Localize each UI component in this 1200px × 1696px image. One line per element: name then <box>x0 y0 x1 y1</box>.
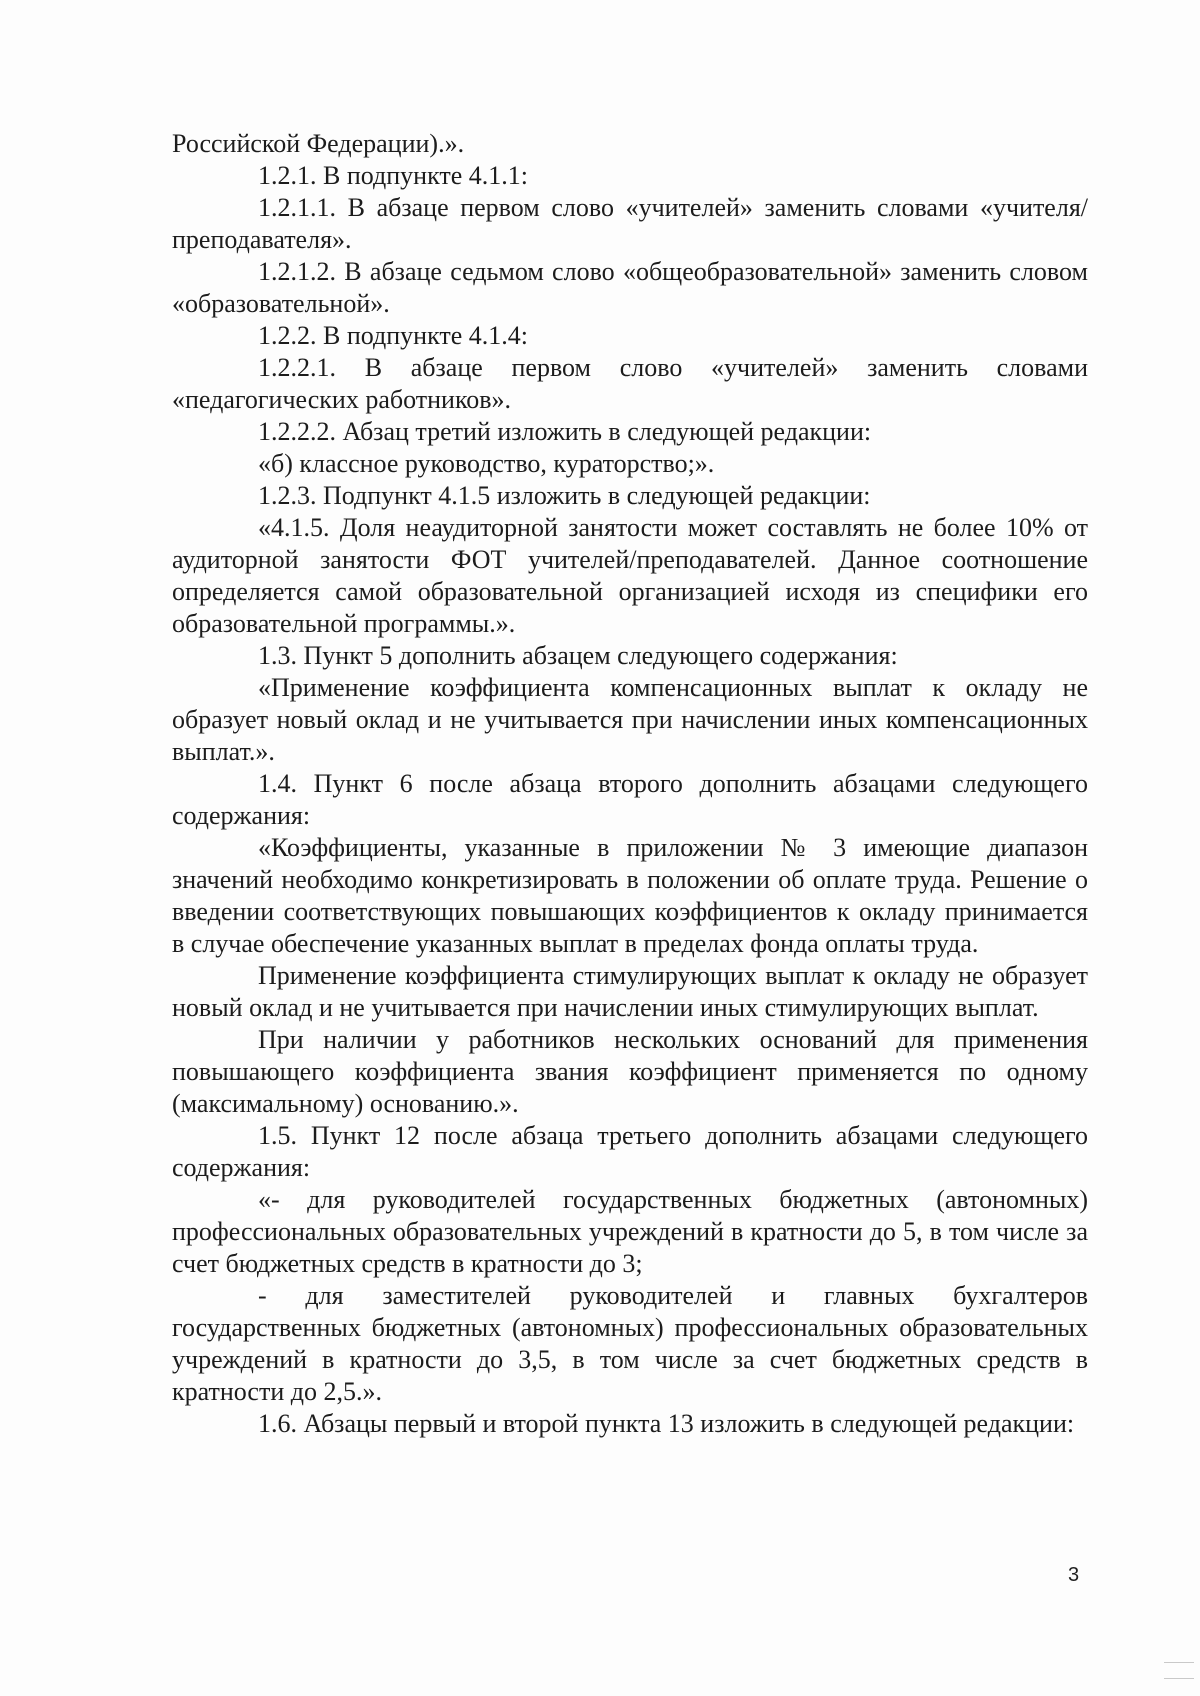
paragraph: 1.4. Пункт 6 после абзаца второго дополнить абзацами следующего содержания: <box>172 769 1088 830</box>
paragraph: «- для руководителей государственных бюджетных (автономных) профессиональных образовательных учреждений в кратности до 5, в том числе за счет бюджетных средств в кратности до 3; <box>172 1185 1088 1278</box>
paragraph: 1.2.2.1. В абзаце первом слово «учителей» заменить словами «педагогических работников». <box>172 353 1088 414</box>
paragraph: «б) классное руководство, кураторство;». <box>258 449 715 478</box>
paragraph: При наличии у работников нескольких оснований для применения повышающего коэффициента звания коэффициент применяется по одному (максимальному) основанию.». <box>172 1025 1088 1118</box>
paragraph: 1.2.3. Подпункт 4.1.5 изложить в следующей редакции: <box>258 481 871 510</box>
page-number: 3 <box>1068 1564 1080 1586</box>
paragraph: 1.2.2.2. Абзац третий изложить в следующей редакции: <box>258 417 872 446</box>
paragraph: «4.1.5. Доля неаудиторной занятости может составлять не более 10% от аудиторной занятости ФОТ учителей/преподавателей. Данное соотношение определяется самой образовательной организацией исходя из специфики его образовательной программы.». <box>172 513 1088 638</box>
paragraph: «Применение коэффициента компенсационных выплат к окладу не образует новый оклад и не учитывается при начислении иных компенсационных выплат.». <box>172 673 1088 766</box>
paragraph: 1.2.1. В подпункте 4.1.1: <box>258 161 528 190</box>
paragraph: Российской Федерации).». <box>172 129 465 158</box>
paragraph: 1.5. Пункт 12 после абзаца третьего дополнить абзацами следующего содержания: <box>172 1121 1088 1182</box>
scan-artifact-line <box>1164 1662 1194 1663</box>
paragraph: Применение коэффициента стимулирующих выплат к окладу не образует новый оклад и не учитывается при начислении иных стимулирующих выплат. <box>172 961 1088 1022</box>
paragraph: 1.2.1.1. В абзаце первом слово «учителей» заменить словами «учителя/преподавателя». <box>172 193 1088 254</box>
paragraph: 1.2.2. В подпункте 4.1.4: <box>258 321 528 350</box>
paragraph: - для заместителей руководителей и главных бухгалтеров государственных бюджетных (автономных) профессиональных образовательных учреждений в кратности до 3,5, в том числе за счет бюджетных средств в кратности до 2,5.». <box>172 1281 1088 1406</box>
scan-artifact-line <box>1164 1678 1194 1679</box>
paragraph: 1.2.1.2. В абзаце седьмом слово «общеобразовательной» заменить словом «образовательной». <box>172 257 1088 318</box>
paragraph: 1.6. Абзацы первый и второй пункта 13 изложить в следующей редакции: <box>258 1409 1075 1438</box>
document-body <box>172 128 1088 1440</box>
paragraph: «Коэффициенты, указанные в приложении № 3 имеющие диапазон значений необходимо конкретизировать в положении об оплате труда. Решение о введении соответствующих повышающих коэффициентов к окладу принимается в случае обеспечение указанных выплат в пределах фонда оплаты труда. <box>172 833 1088 958</box>
paragraph: 1.3. Пункт 5 дополнить абзацем следующего содержания: <box>258 641 898 670</box>
